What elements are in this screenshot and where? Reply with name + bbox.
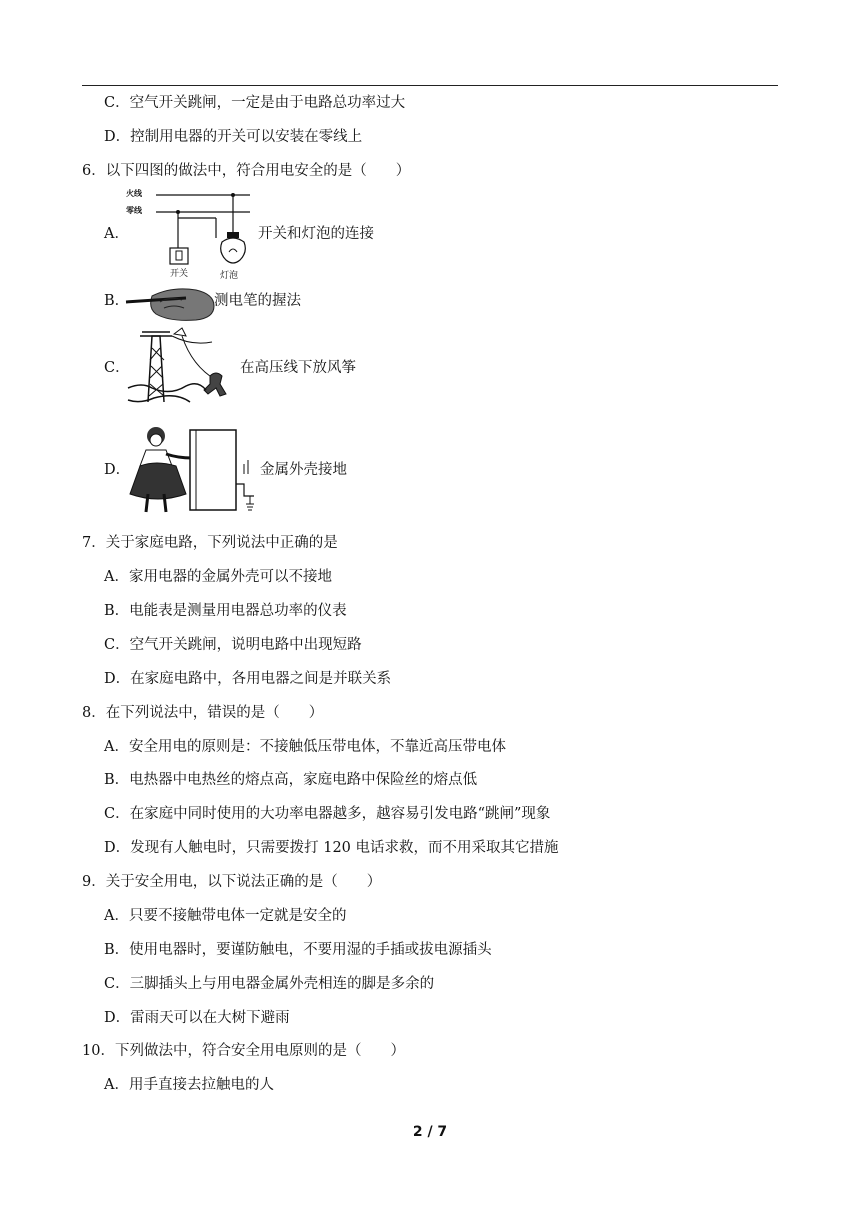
q7-option-d: D．在家庭电路中，各用电器之间是并联关系 xyxy=(104,671,392,687)
q9-option-a: A．只要不接触带电体一定就是安全的 xyxy=(104,908,347,924)
prev-option-c: C．空气开关跳闸，一定是由于电路总功率过大 xyxy=(104,95,406,111)
q7-option-b: B．电能表是测量用电器总功率的仪表 xyxy=(104,603,347,619)
question-6-stem: 6．以下四图的做法中，符合用电安全的是（ ） xyxy=(82,163,411,179)
kite-under-power-line-figure xyxy=(126,326,238,408)
question-8-stem: 8．在下列说法中，错误的是（ ） xyxy=(82,705,324,721)
q8-option-a: A．安全用电的原则是：不接触低压带电体，不靠近高压带电体 xyxy=(104,739,506,755)
page-number: 2 / 7 xyxy=(412,1124,448,1140)
grounded-appliance-figure xyxy=(126,424,260,516)
q8-option-c: C．在家庭中同时使用的大功率电器越多，越容易引发电路“跳闸”现象 xyxy=(104,806,551,822)
q6-option-a-caption: 开关和灯泡的连接 xyxy=(258,226,374,242)
switch-label: 开关 xyxy=(170,269,189,279)
q7-option-a: A．家用电器的金属外壳可以不接地 xyxy=(104,569,332,585)
q6-option-a-label: A． xyxy=(104,226,129,242)
header-rule xyxy=(82,85,778,86)
q9-option-b: B．使用电器时，要谨防触电，不要用湿的手插或拔电源插头 xyxy=(104,942,492,958)
prev-option-d: D．控制用电器的开关可以安装在零线上 xyxy=(104,129,363,145)
q8-option-d: D．发现有人触电时，只需要拨打 120 电话求救，而不用采取其它措施 xyxy=(104,840,559,856)
q7-option-c: C．空气开关跳闸，说明电路中出现短路 xyxy=(104,637,362,653)
q8-option-b: B．电热器中电热丝的熔点高，家庭电路中保险丝的熔点低 xyxy=(104,772,478,788)
q10-option-a: A．用手直接去拉触电的人 xyxy=(104,1077,274,1093)
q6-option-c-caption: 在高压线下放风筝 xyxy=(240,360,356,376)
neutral-wire-label: 零线 xyxy=(126,206,142,215)
q9-option-d: D．雷雨天可以在大树下避雨 xyxy=(104,1010,290,1026)
test-pen-grip-figure xyxy=(124,286,216,322)
q6-option-b-caption: 测电笔的握法 xyxy=(214,293,301,309)
q6-option-c-label: C． xyxy=(104,360,130,376)
live-wire-label: 火线 xyxy=(126,189,142,198)
q6-option-d-caption: 金属外壳接地 xyxy=(260,462,347,478)
question-7-stem: 7．关于家庭电路，下列说法中正确的是 xyxy=(82,535,338,551)
question-9-stem: 9．关于安全用电，以下说法正确的是（ ） xyxy=(82,874,382,890)
switch-bulb-circuit-figure xyxy=(126,188,254,280)
question-10-stem: 10．下列做法中，符合安全用电原则的是（ ） xyxy=(82,1043,405,1059)
q9-option-c: C．三脚插头上与用电器金属外壳相连的脚是多余的 xyxy=(104,976,435,992)
bulb-label: 灯泡 xyxy=(220,271,239,281)
q6-option-d-label: D． xyxy=(104,462,131,478)
q6-option-b-label: B． xyxy=(104,293,130,309)
